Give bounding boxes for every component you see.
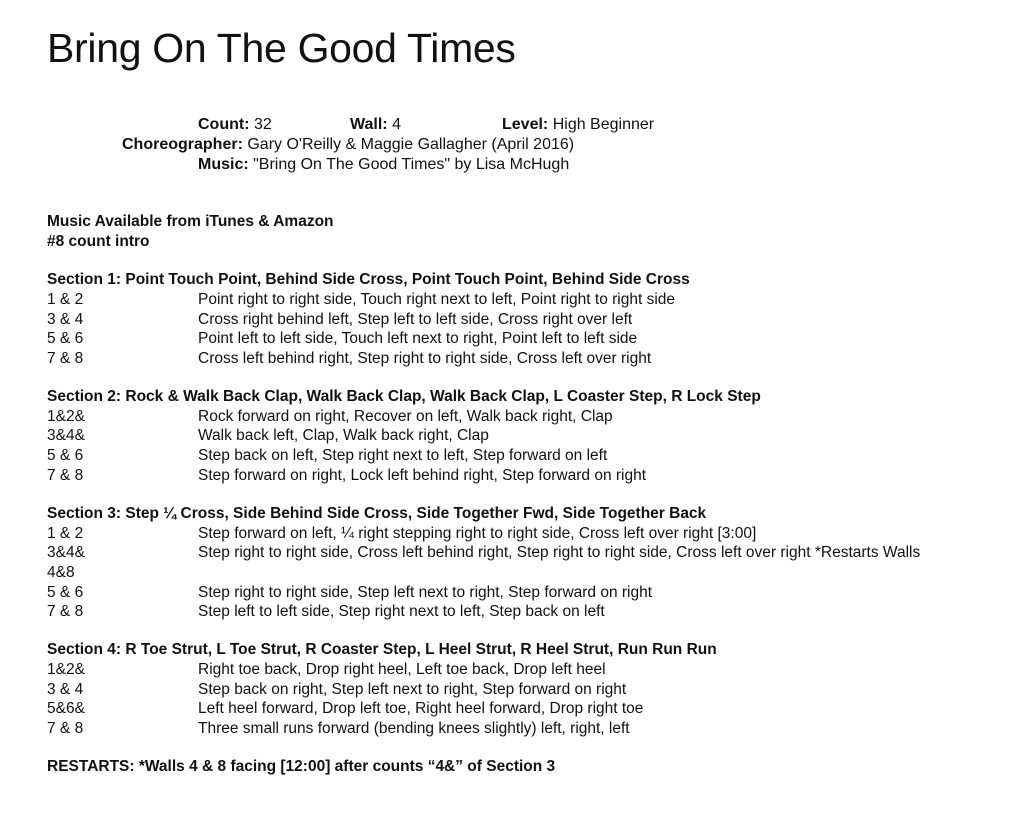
step-row: [47, 563, 1017, 583]
step-row: [47, 407, 1017, 427]
step-count: 1 & 2: [47, 524, 84, 542]
step-count: 5 & 6: [47, 583, 84, 601]
step-row: [47, 583, 1017, 603]
step-count: 5 & 6: [47, 330, 84, 348]
wall-value: 4: [392, 116, 401, 133]
level-info: [502, 115, 654, 135]
step-description: Walk back left, Clap, Walk back right, Clap: [198, 427, 489, 445]
step-count: 5&6&: [47, 700, 85, 718]
step-row: [47, 660, 1017, 680]
section-heading: Section 1: Point Touch Point, Behind Side Cross, Point Touch Point, Behind Side Cross: [47, 271, 690, 288]
intro-note: #8 count intro: [47, 233, 150, 250]
step-row: [47, 446, 1017, 466]
step-row: [47, 290, 1017, 310]
restarts-note: RESTARTS: *Walls 4 & 8 facing [12:00] after counts “4&” of Section 3: [47, 757, 556, 775]
step-count: 7 & 8: [47, 350, 84, 368]
level-label: Level:: [502, 116, 549, 133]
step-row: [47, 426, 1017, 446]
count-value: 32: [253, 116, 272, 133]
step-count: 7 & 8: [47, 466, 84, 484]
page-title: Bring On The Good Times: [47, 25, 516, 71]
step-row: [47, 543, 1017, 563]
step-count: 7 & 8: [47, 720, 84, 737]
section-heading: Section 2: Rock & Walk Back Clap, Walk Back Clap, Walk Back Clap, L Coaster Step, R Lock Step: [47, 387, 761, 405]
count-info: [198, 115, 272, 135]
step-count: 7 & 8: [47, 603, 84, 621]
section-3: [47, 504, 1017, 622]
step-count: 1&2&: [47, 407, 85, 425]
section-heading: Section 3: Step ¼ Cross, Side Behind Side Cross, Side Together Fwd, Side Together Back: [47, 504, 707, 522]
level-value: High Beginner: [552, 116, 655, 133]
choreographer-value: Gary O'Reilly & Maggie Gallagher (April 2016): [247, 136, 575, 153]
step-description: Point left to left side, Touch left next to right, Point left to left side: [198, 330, 638, 348]
step-description: Step forward on right, Lock left behind right, Step forward on right: [198, 466, 647, 484]
step-description: Step left to left side, Step right next to left, Step back on left: [198, 603, 605, 621]
step-description: Rock forward on right, Recover on left, Walk back right, Clap: [198, 407, 613, 425]
step-count: 3&4&: [47, 427, 85, 445]
step-description: Point right to right side, Touch right next to left, Point right to right side: [198, 291, 676, 308]
step-description: Step back on left, Step right next to left, Step forward on left: [198, 447, 608, 465]
step-count: 3&4&: [47, 544, 85, 562]
step-row: [47, 680, 1017, 700]
step-row: [47, 349, 1017, 369]
music-note: Music Available from iTunes & Amazon: [47, 213, 334, 230]
step-description: Step forward on left, ¼ right stepping right to right side, Cross left over right [3:00]: [198, 524, 757, 542]
step-description: Three small runs forward (bending knees slightly) left, right, left: [198, 720, 630, 737]
section-heading: Section 4: R Toe Strut, L Toe Strut, R Coaster Step, L Heel Strut, R Heel Strut, Run Run Run: [47, 640, 717, 658]
step-count: 1 & 2: [47, 291, 84, 308]
step-count: 3 & 4: [47, 680, 84, 698]
step-count: 3 & 4: [47, 310, 84, 328]
step-row: [47, 719, 1017, 739]
step-row: [47, 602, 1017, 622]
step-description: Cross left behind right, Step right to right side, Cross left over right: [198, 350, 652, 368]
section-2: [47, 387, 1017, 486]
wall-label: Wall:: [350, 116, 388, 133]
music-label: Music:: [198, 156, 249, 173]
wall-info: [350, 115, 401, 135]
step-description: Cross right behind left, Step left to left side, Cross right over left: [198, 310, 633, 328]
step-description: Step back on right, Step left next to right, Step forward on right: [198, 680, 627, 698]
step-row: [47, 310, 1017, 330]
step-description: Right toe back, Drop right heel, Left toe back, Drop left heel: [198, 660, 606, 678]
step-count: 5 & 6: [47, 447, 84, 465]
step-count: 4&8: [47, 563, 75, 581]
section-1: [47, 270, 1017, 369]
music-value: "Bring On The Good Times" by Lisa McHugh: [253, 156, 570, 173]
step-row: [47, 466, 1017, 486]
music-info: [198, 155, 569, 175]
step-row: [47, 699, 1017, 719]
step-row: [47, 329, 1017, 349]
step-description: Step right to right side, Step left next to right, Step forward on right: [198, 583, 653, 601]
choreographer-label: Choreographer:: [122, 136, 243, 153]
section-4: [47, 640, 1017, 739]
step-description: Left heel forward, Drop left toe, Right heel forward, Drop right toe: [198, 700, 644, 718]
step-description: Step right to right side, Cross left behind right, Step right to right side, Cross left over right *Restarts Walls: [198, 544, 921, 562]
step-count: 1&2&: [47, 660, 85, 678]
step-row: [47, 524, 1017, 544]
choreographer-info: [122, 135, 574, 155]
count-label: Count:: [198, 116, 250, 133]
step-sheet: [47, 212, 1017, 777]
